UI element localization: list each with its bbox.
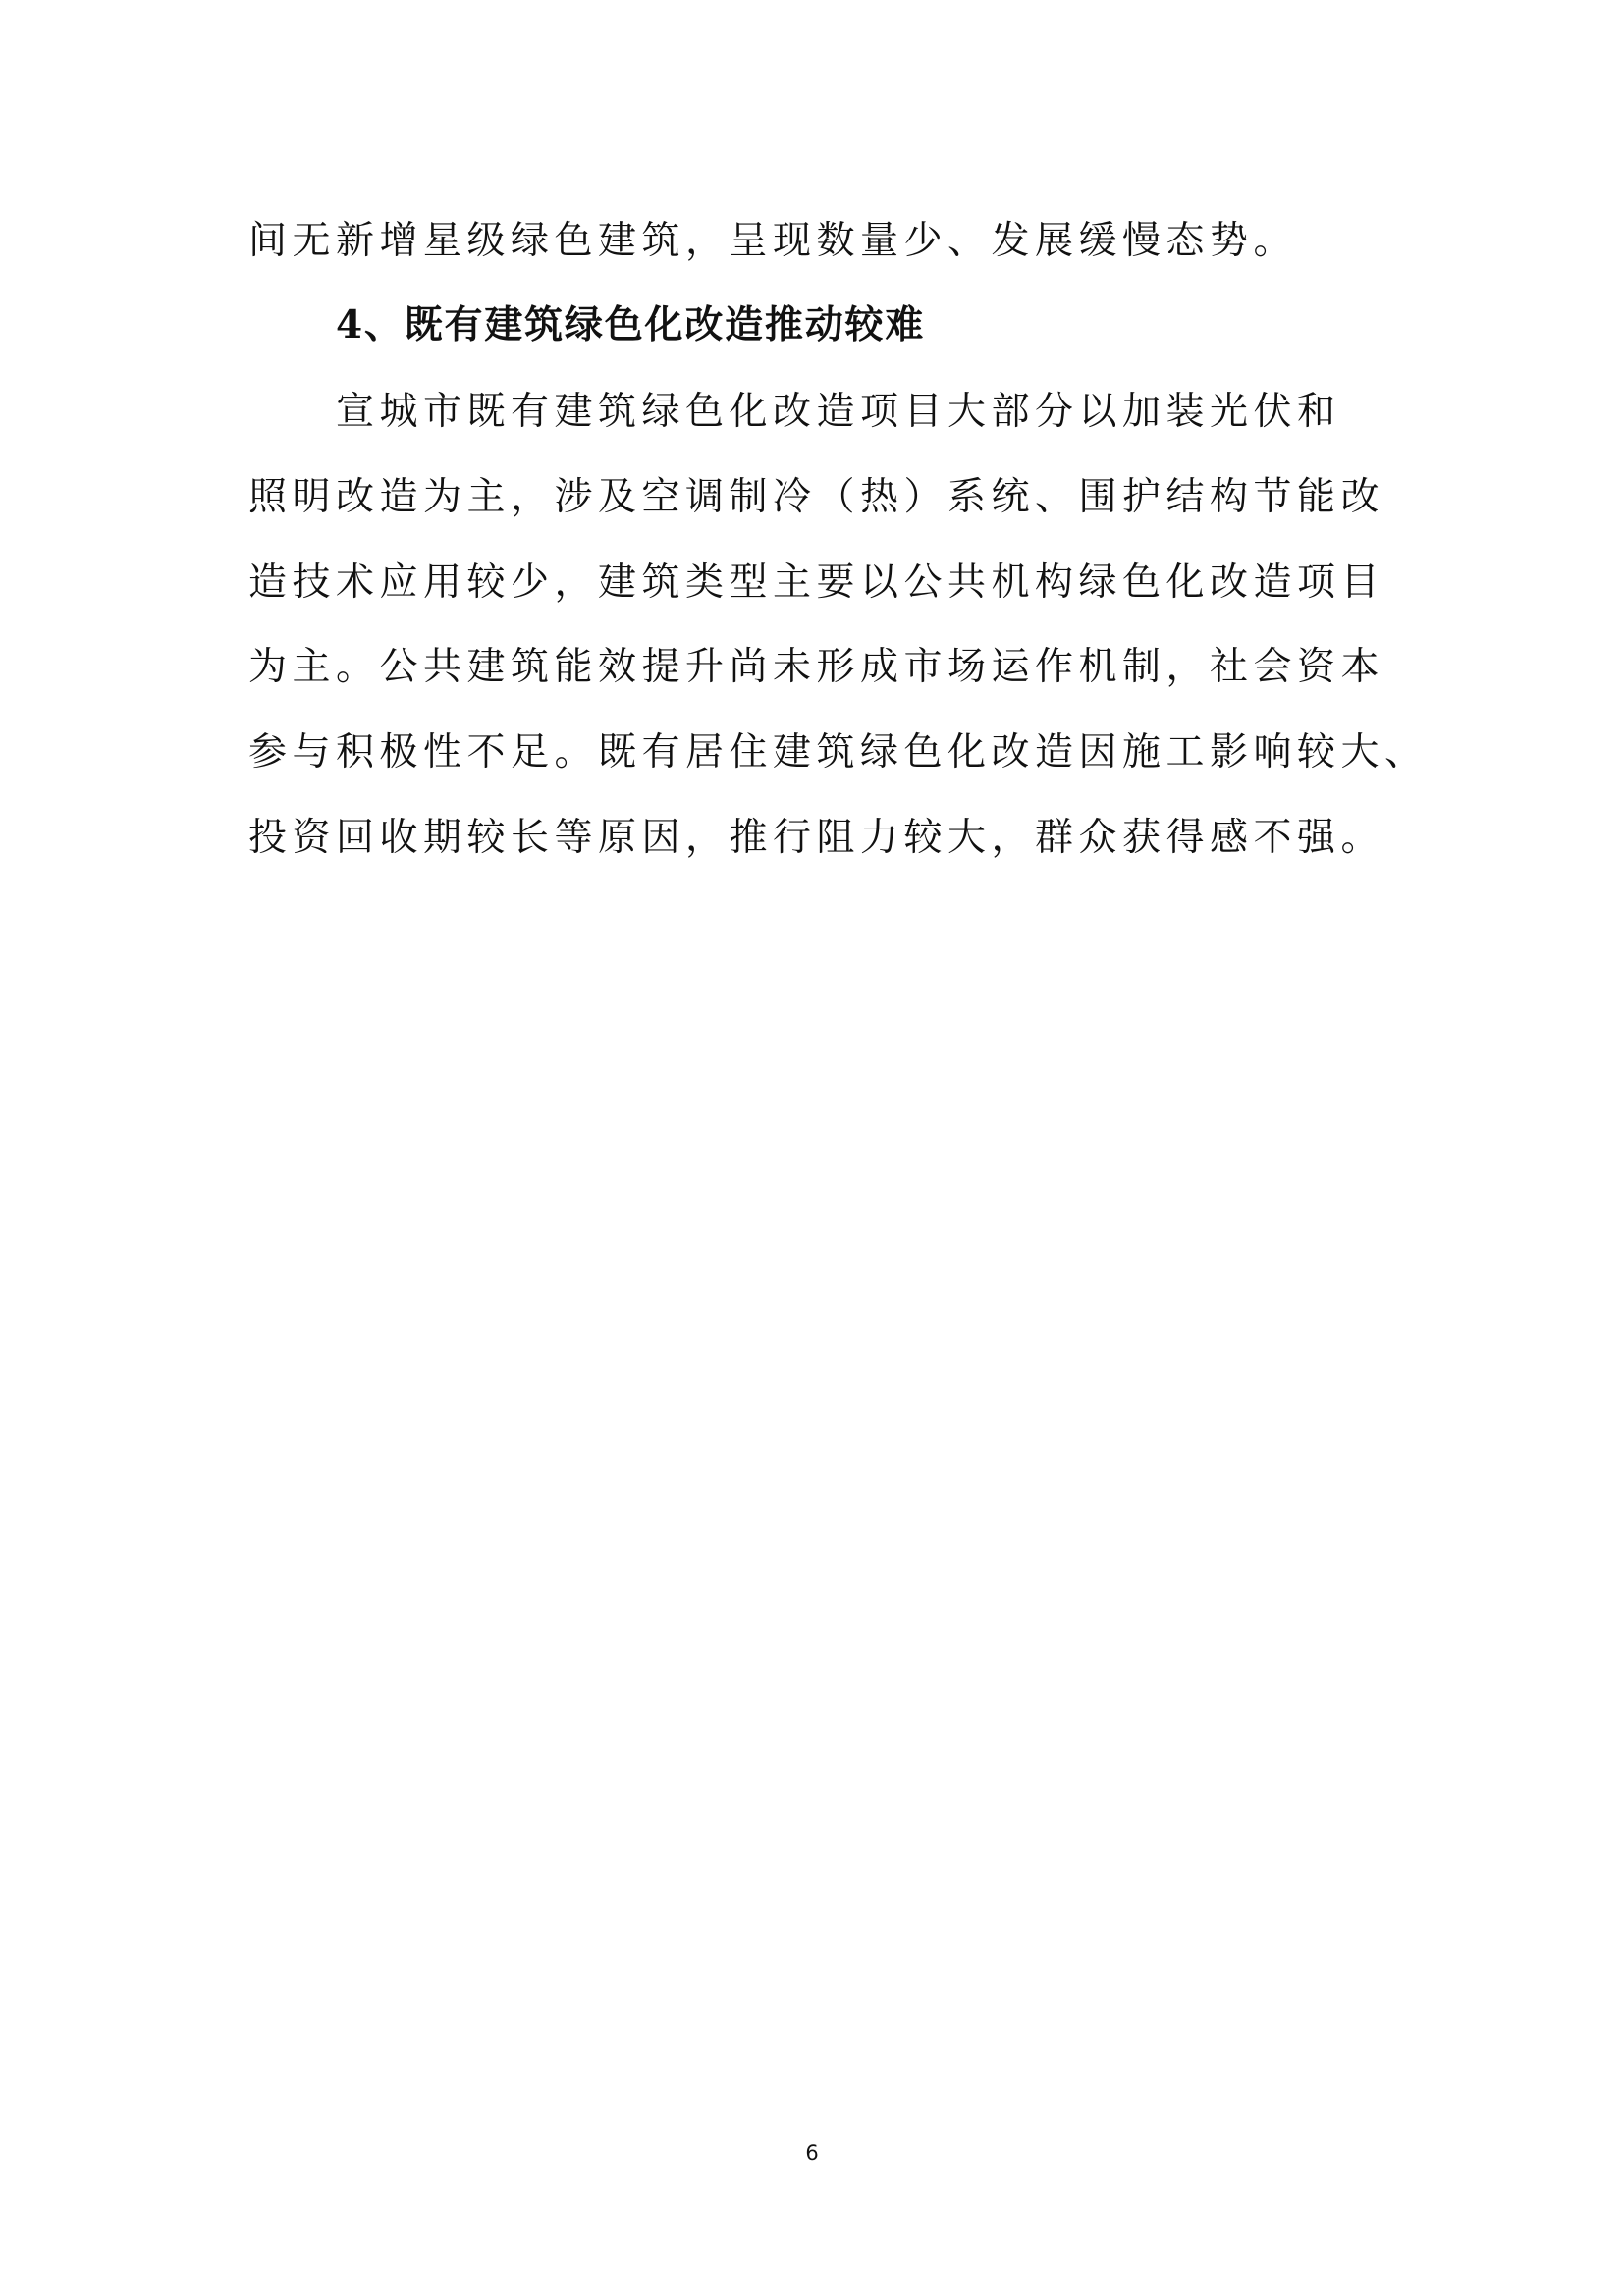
paragraph-line: 投资回收期较长等原因，推行阻力较大，群众获得感不强。 xyxy=(248,816,1385,860)
paragraph-line: 宣城市既有建筑绿色化改造项目大部分以加装光伏和 xyxy=(336,390,1341,434)
paragraph-line: 为主。公共建筑能效提升尚未形成市场运作机制，社会资本 xyxy=(248,645,1385,689)
paragraph-line: 照明改造为主，涉及空调制冷（热）系统、围护结构节能改 xyxy=(248,475,1385,519)
paragraph-continuation-line: 间无新增星级绿色建筑，呈现数量少、发展缓慢态势。 xyxy=(248,219,1298,263)
section-heading: 4、既有建筑绿色化改造推动较难 xyxy=(336,302,926,347)
paragraph-line: 参与积极性不足。既有居住建筑绿色化改造因施工影响较大、 xyxy=(248,730,1429,774)
page-number: 6 xyxy=(805,2141,819,2164)
paragraph-line: 造技术应用较少，建筑类型主要以公共机构绿色化改造项目 xyxy=(248,561,1385,605)
